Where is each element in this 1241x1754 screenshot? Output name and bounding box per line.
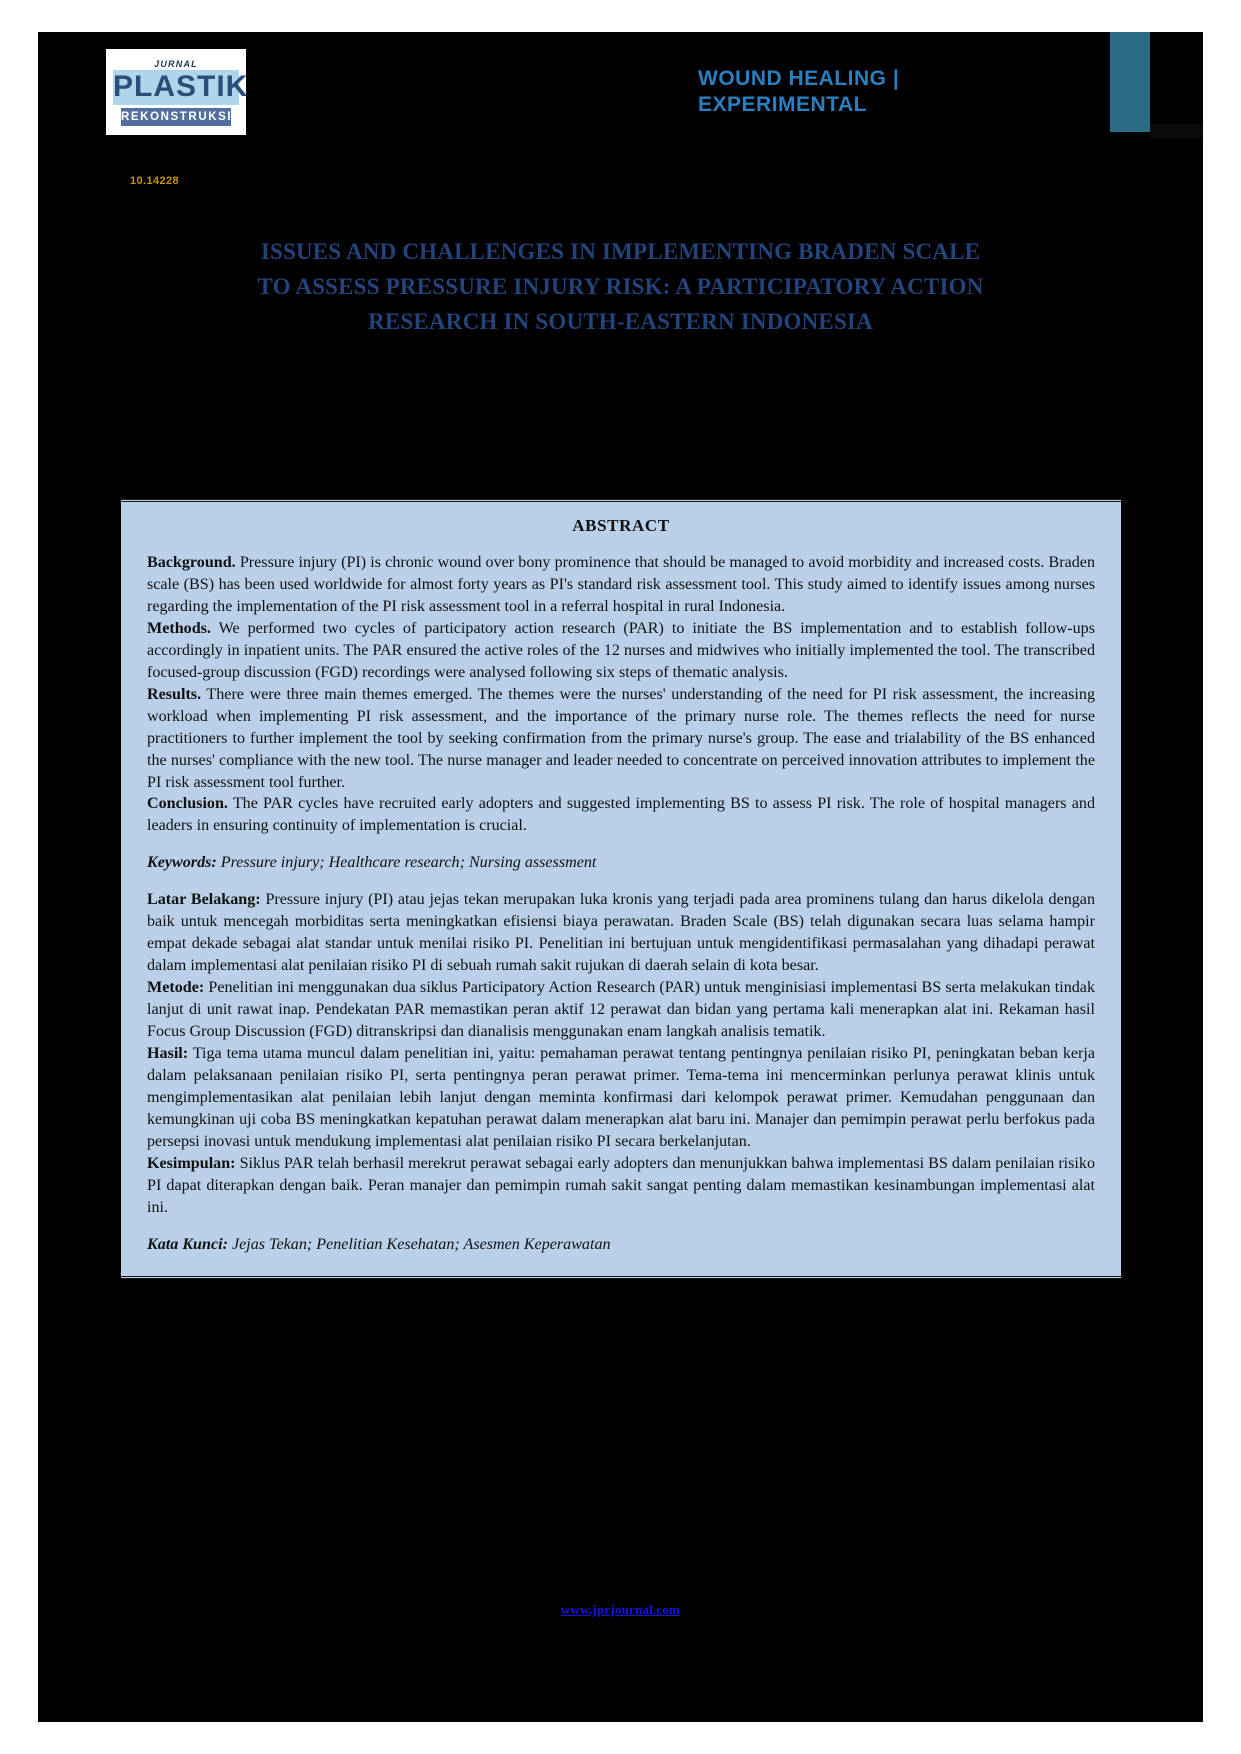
abstrak-paragraph-latar-belakang [147, 889, 1095, 977]
abstrak-paragraph-kesimpulan [147, 1153, 1095, 1219]
article-title-line-1: ISSUES AND CHALLENGES IN IMPLEMENTING BRADEN SCALE [260, 239, 981, 265]
abstrak-label-metode: Metode: [147, 979, 205, 997]
abstract-paragraph-conclusion [147, 793, 1095, 837]
abstract-text-background: Pressure injury (PI) is chronic wound over bony prominence that should be managed to avoid morbidity and increased costs. Braden scale (BS) has been used worldwide for almost forty years as PI's standard risk assessment tool. This study aimed to identify issues among nurses regarding the implementation of the PI risk assessment tool in a referral hospital in rural Indonesia. [147, 554, 1095, 615]
abstrak-text-metode: Penelitian ini menggunakan dua siklus Participatory Action Research (PAR) untuk menginisiasi implementasi BS serta melakukan tindak lanjut di unit rawat inap. Pendekatan PAR memastikan peran aktif 12 perawat dan bidan yang pertama kali menerapkan alat ini. Rekaman hasil Focus Group Discussion (FGD) ditranskripsi dan dianalisis menggunakan enam langkah analisis tematik. [147, 979, 1095, 1041]
keywords-value: Pressure injury; Healthcare research; Nursing assessment [216, 854, 597, 872]
abstract-heading: ABSTRACT [572, 516, 670, 535]
keywords-line [147, 852, 1095, 874]
logo-main-label: PLASTIK [113, 69, 249, 103]
journal-logo [106, 49, 249, 135]
abstract-label-methods: Methods. [147, 619, 211, 637]
abstrak-text-kesimpulan: Siklus PAR telah berhasil merekrut perawat sebagai early adopters dan menunjukkan bahwa implementasi BS dalam penilaian risiko PI dapat diterapkan dengan baik. Peran manajer dan pemimpin rumah sakit sangat penting dalam memastikan kesinambungan implementasi alat ini. [147, 1154, 1095, 1216]
doi-badge: 10.14228 [130, 175, 180, 187]
section-heading [698, 66, 1118, 119]
article-title [98, 235, 1143, 340]
document-page [38, 32, 1203, 1722]
abstrak-text-latar-belakang: Pressure injury (PI) atau jejas tekan merupakan luka kronis yang terjadi pada area prominens tulang dan harus dikelola dengan baik untuk mencegah morbiditas serta meningkatkan efisiensi biaya perawatan. Braden Scale (BS) telah digunakan secara luas selama hampir empat dekade sebagai alat standar untuk menilai risiko PI. Penelitian ini bertujuan untuk mengidentifikasi permasalahan yang dihadapi perawat dalam implementasi alat penilaian risiko PI di sebuah rumah sakit rujukan di daerah selain di kota besar. [147, 891, 1095, 975]
abstract-paragraph-background [147, 552, 1095, 618]
masthead [38, 32, 1203, 182]
journal-website-link[interactable]: www.jprjournal.com [560, 1602, 681, 1617]
abstract-text-results: There were three main themes emerged. The themes were the nurses' understanding of the need for PI risk assessment, the increasing workload when implementing PI risk assessment, and the importance of the primary nurse role. The themes reflects the need for nurse practitioners to further implement the tool by seeking confirmation from the primary nurse's group. The ease and trialability of the BS enhanced the nurses' compliance with the new tool. The nurse manager and leader needed to concentrate on perceived innovation attributes to implement the PI risk assessment tool further. [147, 685, 1095, 791]
article-title-line-3: RESEARCH IN SOUTH-EASTERN INDONESIA [368, 309, 873, 335]
abstract-label-conclusion: Conclusion. [147, 795, 228, 813]
abstract-label-results: Results. [147, 685, 202, 703]
abstract-text-conclusion: The PAR cycles have recruited early adopters and suggested implementing BS to assess PI risk. The role of hospital managers and leaders in ensuring continuity of implementation is crucial. [147, 795, 1095, 835]
abstrak-label-latar-belakang: Latar Belakang: [147, 891, 261, 909]
abstract-text-methods: We performed two cycles of participatory action research (PAR) to initiate the BS implementation and to establish follow-ups accordingly in inpatient units. The PAR ensured the active roles of the 12 nurses and midwives who initially implemented the tool. The transcribed focused-group discussion (FGD) recordings were analysed following six steps of thematic analysis. [147, 619, 1095, 681]
section-heading-line-1: WOUND HEALING | [698, 67, 900, 90]
kata-kunci-value: Jejas Tekan; Penelitian Kesehatan; Asesmen Keperawatan [227, 1235, 611, 1253]
abstrak-label-hasil: Hasil: [147, 1045, 189, 1063]
abstract-label-background: Background. [147, 554, 236, 571]
abstract-box [121, 499, 1121, 1279]
abstract-paragraph-results [147, 684, 1095, 794]
abstract-language-divider [147, 874, 1095, 889]
keywords-label: Keywords: [147, 854, 217, 872]
kata-kunci-label: Kata Kunci: [147, 1235, 228, 1253]
abstrak-paragraph-metode [147, 977, 1095, 1043]
abstrak-paragraph-hasil [147, 1043, 1095, 1153]
abstrak-label-kesimpulan: Kesimpulan: [147, 1154, 236, 1172]
abstract-paragraph-methods [147, 618, 1095, 684]
logo-top-label: JURNAL [154, 58, 198, 69]
abstrak-text-hasil: Tiga tema utama muncul dalam penelitian ini, yaitu: pemahaman perawat tentang pentingnya penilaian risiko PI, peningkatan beban kerja dalam pelaksanaan penilaian risiko PI, serta pentingnya peran perawat primer. Tema-tema ini mencerminkan perlunya perawat klinis untuk mengimplementasikan alat penilaian lebih lanjut dengan meminta konfirmasi dari kelompok perawat primer. Kemudahan penggunaan dan kemungkinan uji coba BS meningkatkan kepatuhan perawat dalam menerapkan alat baru ini. Manajer dan pemimpin perawat perlu berfokus pada persepsi inovasi untuk mendukung implementasi alat penilaian risiko PI secara berkelanjutan. [147, 1045, 1095, 1150]
section-heading-line-2: EXPERIMENTAL [698, 93, 867, 117]
logo-bottom-label: REKONSTRUKSI [121, 108, 231, 126]
kata-kunci-line [147, 1234, 1095, 1256]
article-title-line-2: TO ASSESS PRESSURE INJURY RISK: A PARTICIPATORY ACTION [257, 274, 984, 300]
